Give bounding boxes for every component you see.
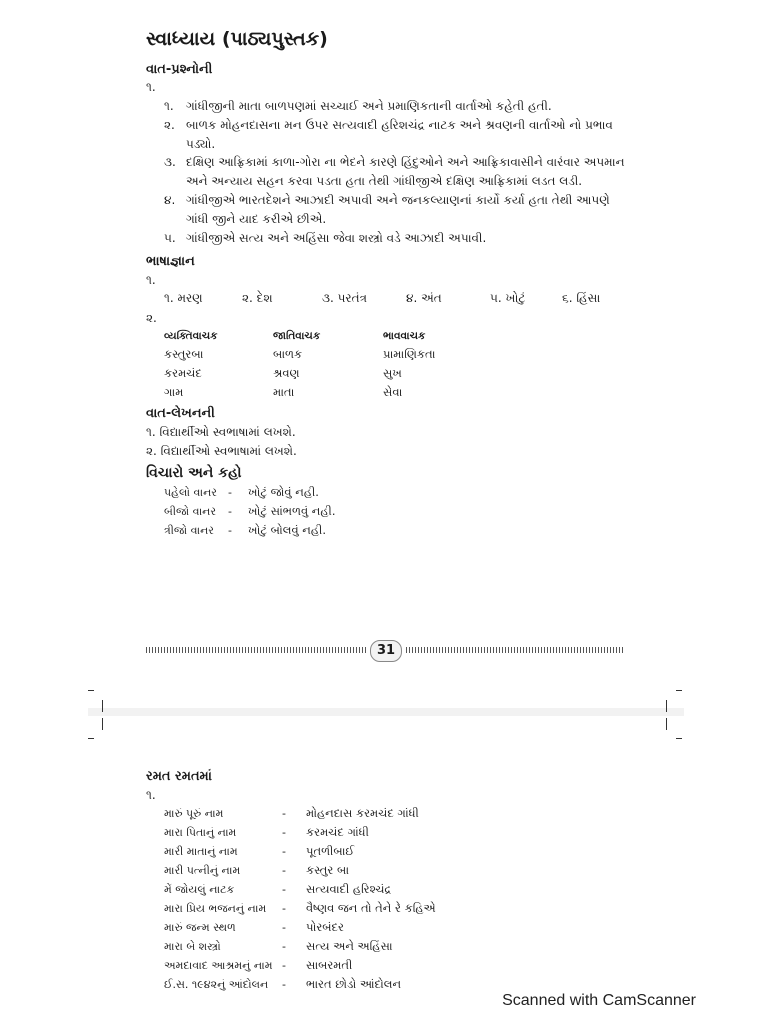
dash: - [282, 883, 286, 896]
opposite-word: ૧. મરણ [164, 291, 203, 305]
dash: - [282, 807, 286, 820]
game-item-label: મારું પૂરું નામ [164, 807, 224, 820]
table-cell: સેવા [383, 385, 403, 399]
section-heading-writing: વાત-લેખનની [146, 406, 215, 421]
page-number: 31 [370, 640, 402, 662]
game-item-label: મારી પત્નીનું નામ [164, 864, 241, 877]
dash: - [282, 845, 286, 858]
opposite-word: ૫. ખોટું [490, 291, 526, 305]
question-number: ૫. [164, 231, 176, 245]
section-heading-questions: વાત-પ્રશ્નોની [146, 62, 213, 77]
game-item-value: ભારત છોડો આંદોલન [306, 977, 402, 991]
monkey-label: પહેલો વાનર [164, 486, 217, 499]
game-item-label: મેં જોયલું નાટક [164, 883, 235, 896]
game-item-value: સત્ય અને અહિંસા [306, 939, 393, 953]
footer-rule-right [406, 647, 624, 653]
table-header: જાતિવાચક [273, 330, 321, 342]
crop-mark [676, 690, 682, 691]
question-text: બાળક મોહનદાસના મન ઉપર સત્યવાદી હરિશચંદ્ર નાટક અને શ્રવણની વાર્તાઓ નો પ્રભાવ પડ્યો. [186, 118, 613, 151]
game-item-label: મારી માતાનું નામ [164, 845, 238, 858]
table-cell: ગામ [164, 385, 184, 399]
game-item-value: પોરબંદર [306, 920, 344, 934]
footer-rule-left [146, 647, 366, 653]
table-cell: બાળક [273, 347, 303, 361]
table-header: ભાવવાચક [383, 330, 426, 342]
section-heading-think: વિચારો અને કહો [146, 465, 242, 481]
opposite-word: ૨. દેશ [242, 291, 273, 305]
table-cell: કરમચંદ [164, 366, 202, 380]
table-cell: શ્રવણ [273, 366, 300, 380]
dash: - [282, 826, 286, 839]
dash: - [282, 864, 286, 877]
section-heading-language: ભાષાજ્ઞાન [146, 254, 195, 269]
game-item-value: કસ્તુર બા [306, 863, 350, 877]
monkey-value: ખોટું જોવું નહી. [248, 485, 319, 499]
table-header: વ્યક્તિવાચક [164, 330, 218, 342]
dash: - [282, 959, 286, 972]
dash: - [228, 486, 232, 499]
game-item-value: સાબરમતી [306, 958, 353, 972]
section-heading-game: રમત રમતમાં [146, 769, 212, 784]
section-number: ૧. [146, 80, 156, 94]
table-cell: સુખ [383, 366, 402, 380]
crop-mark [666, 700, 667, 712]
game-item-value: કરમચંદ ગાંધી [306, 825, 369, 839]
question-text: ગાંધીજીએ સત્ય અને અહિંસા જેવા શસ્ત્રો વડે આઝાદી અપાવી. [186, 231, 487, 245]
table-cell: માતા [273, 385, 295, 399]
question-number: ૨. [164, 118, 175, 132]
crop-mark [676, 738, 682, 739]
monkey-label: બીજો વાનર [164, 505, 217, 518]
question-text: ગાંધીજીએ ભારતદેશને આઝાદી અપાવી અને જનકલ્યાણનાં કાર્યો કર્યા હતા તેથી આપણે ગાંધી જીને યાદ કરીએ છીએ. [186, 193, 610, 226]
section-number: ૧. [146, 273, 156, 287]
section-number: ૧. [146, 788, 156, 802]
game-item-value: સત્યવાદી હરિશ્ચંદ્ર [306, 882, 392, 896]
dash: - [282, 978, 286, 991]
monkey-value: ખોટું સાંભળવું નહી. [248, 504, 336, 518]
crop-mark [102, 700, 103, 712]
table-cell: પ્રામાણિકતા [383, 347, 436, 361]
dash: - [282, 902, 286, 915]
section-number: ૨. [146, 311, 157, 325]
crop-mark [666, 718, 667, 730]
question-text: ગાંધીજીની માતા બાળપણમાં સચ્ચાઈ અને પ્રમાણિકતાની વાર્તાઓ કહેતી હતી. [186, 99, 552, 113]
dash: - [228, 505, 232, 518]
dash: - [228, 524, 232, 537]
page-gap [88, 708, 684, 716]
game-item-label: ઈ.સ. ૧૯૪૨નું આંદોલન [164, 978, 269, 991]
opposite-word: ૩. પરતંત્ર [322, 291, 367, 305]
question-text: દક્ષિણ આફ્રિકામાં કાળા-ગોરા ના ભેદને કારણે હિંદુઓને અને આફ્રિકાવાસીને વારંવાર અપમાન અને અન્યાય સહન કરવા પડતા હતા તેથી ગાંધીજીએ દક્ષિણ આફ્રિકામાં લડત લડી. [186, 155, 625, 188]
game-item-value: મોહનદાસ કરમચંદ ગાંધી [306, 806, 419, 820]
game-item-label: અમદાવાદ આશ્રમનું નામ [164, 959, 273, 972]
question-number: ૧. [164, 99, 174, 113]
game-item-value: વૈષ્ણવ જન તો તેને રે કહિએ [306, 901, 436, 915]
game-item-label: મારું જન્મ સ્થળ [164, 921, 236, 934]
writing-item: ૨. વિદ્યાર્થીઓ સ્વભાષામાં લખશે. [146, 444, 297, 458]
game-item-label: મારા પ્રિય ભજનનું નામ [164, 902, 267, 915]
table-cell: કસ્તુરબા [164, 347, 204, 361]
crop-mark [88, 690, 94, 691]
scanner-watermark: Scanned with CamScanner [502, 992, 696, 1009]
question-number: ૪. [164, 193, 176, 207]
writing-item: ૧. વિદ્યાર્થીઓ સ્વભાષામાં લખશે. [146, 425, 296, 439]
monkey-label: ત્રીજો વાનર [164, 524, 214, 537]
dash: - [282, 940, 286, 953]
question-number: ૩. [164, 155, 176, 169]
game-item-label: મારા પિતાનું નામ [164, 826, 237, 839]
dash: - [282, 921, 286, 934]
page-title: સ્વાધ્યાય (પાઠ્યપુસ્તક) [146, 28, 328, 50]
game-item-label: મારા બે શસ્ત્રો [164, 940, 221, 953]
monkey-value: ખોટું બોલવું નહી. [248, 523, 326, 537]
game-item-value: પૂતળીબાઈ [306, 844, 355, 858]
crop-mark [88, 738, 94, 739]
opposite-word: ૬. હિંસા [562, 291, 601, 305]
crop-mark [102, 718, 103, 730]
opposite-word: ૪. અંત [406, 291, 442, 305]
